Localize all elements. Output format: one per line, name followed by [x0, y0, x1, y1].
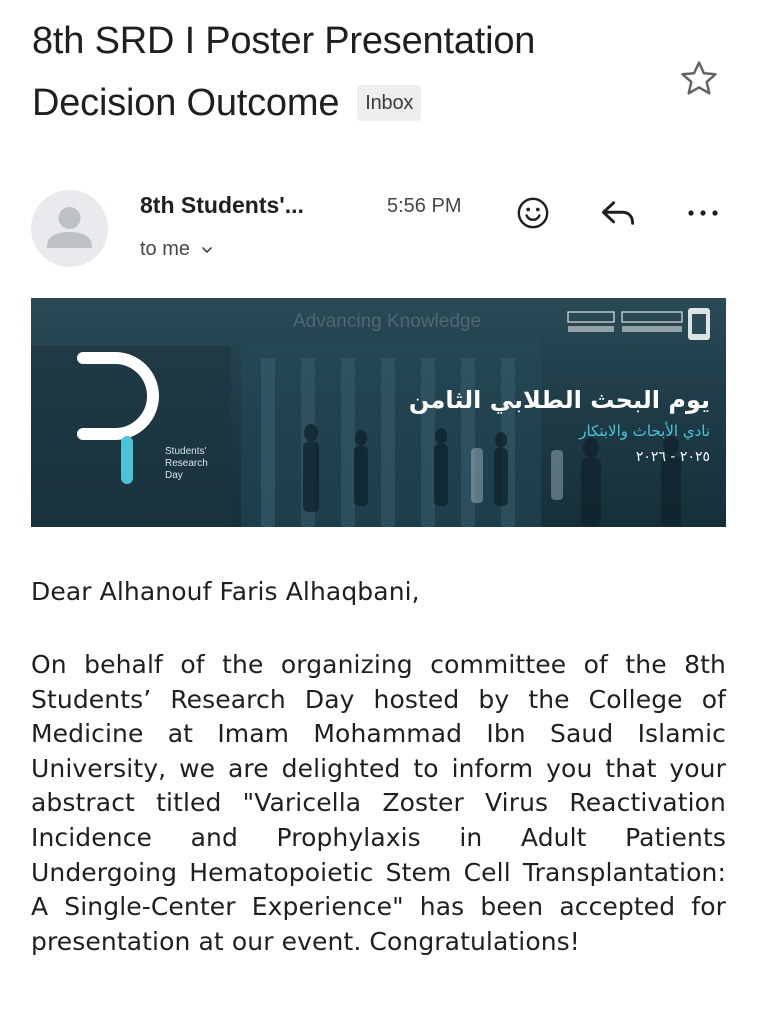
email-greeting: Dear Alhanouf Faris Alhaqbani, — [31, 577, 420, 606]
college-logos — [564, 302, 714, 346]
inbox-label-badge[interactable]: Inbox — [357, 85, 421, 121]
reply-button[interactable] — [598, 193, 638, 233]
reply-icon — [599, 198, 637, 228]
emoji-react-button[interactable] — [513, 193, 553, 233]
more-horizontal-icon — [686, 208, 720, 218]
smiley-icon — [516, 196, 550, 230]
recipient-label: to me — [140, 238, 191, 260]
srd-logo-label: Students' Research Day — [165, 446, 208, 481]
subject-line-2: Decision Outcome — [32, 82, 340, 124]
email-body-paragraph: On behalf of the organizing committee of the 8th Students’ Research Day hosted by the College of Medicine at Imam Mohammad Ibn Saud Islamic University, we are delighted to inform you that your abstract titled "Varicella Zoster Virus Reactivation Incidence and Prophylaxis in Adult Patients Undergoing Hematopoietic Stem Cell Transplantation: A Single-Center Experience" has been accepted for presentation at our event. Congratulations! — [31, 650, 726, 956]
more-options-button[interactable] — [683, 193, 723, 233]
sender-avatar[interactable] — [31, 190, 108, 267]
recipient-toggle[interactable] — [140, 238, 214, 261]
email-time: 5:56 PM — [387, 195, 462, 217]
email-subject — [32, 10, 672, 134]
sender-name[interactable]: 8th Students'... — [140, 192, 304, 218]
banner-arabic-years: ٢٠٢٥ - ٢٠٢٦ — [635, 449, 710, 465]
star-icon[interactable] — [678, 58, 720, 100]
subject-line-1: 8th SRD I Poster Presentation — [32, 20, 536, 62]
chevron-down-icon — [200, 243, 214, 257]
banner-watermark-text: Advancing Knowledge — [293, 311, 482, 332]
banner-arabic-title: يوم البحث الطلابي الثامن — [408, 386, 710, 414]
banner-arabic-subtitle: نادي الأبحاث والابتكار — [579, 422, 710, 440]
event-banner-image — [31, 298, 726, 527]
person-icon — [31, 190, 108, 267]
